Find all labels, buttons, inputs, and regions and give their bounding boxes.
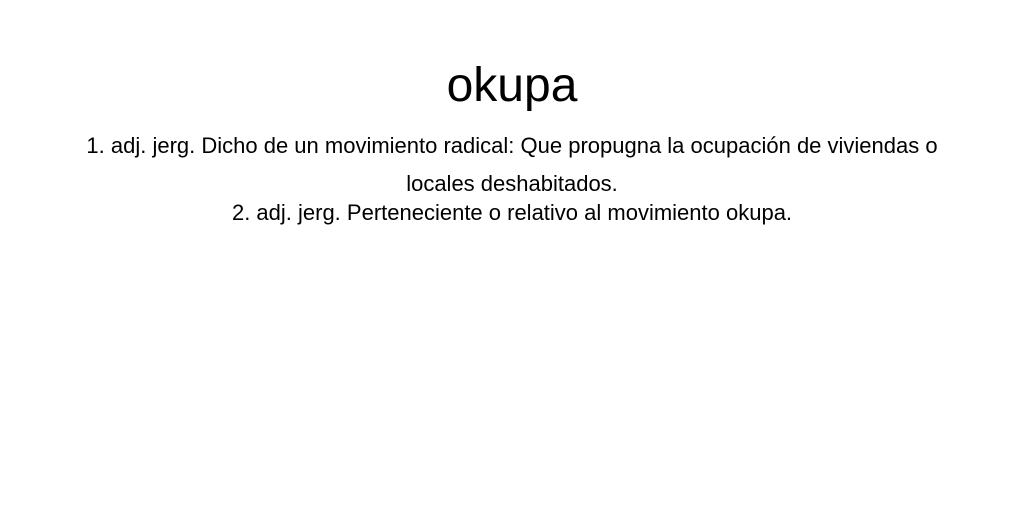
definition-1: 1. adj. jerg. Dicho de un movimiento radical: Que propugna la ocupación de viviendas o locales deshabitados. <box>86 133 938 196</box>
definition-list <box>0 127 1024 229</box>
definition-2: 2. adj. jerg. Perteneciente o relativo al movimiento okupa. <box>231 200 793 225</box>
headword: okupa <box>446 59 578 112</box>
